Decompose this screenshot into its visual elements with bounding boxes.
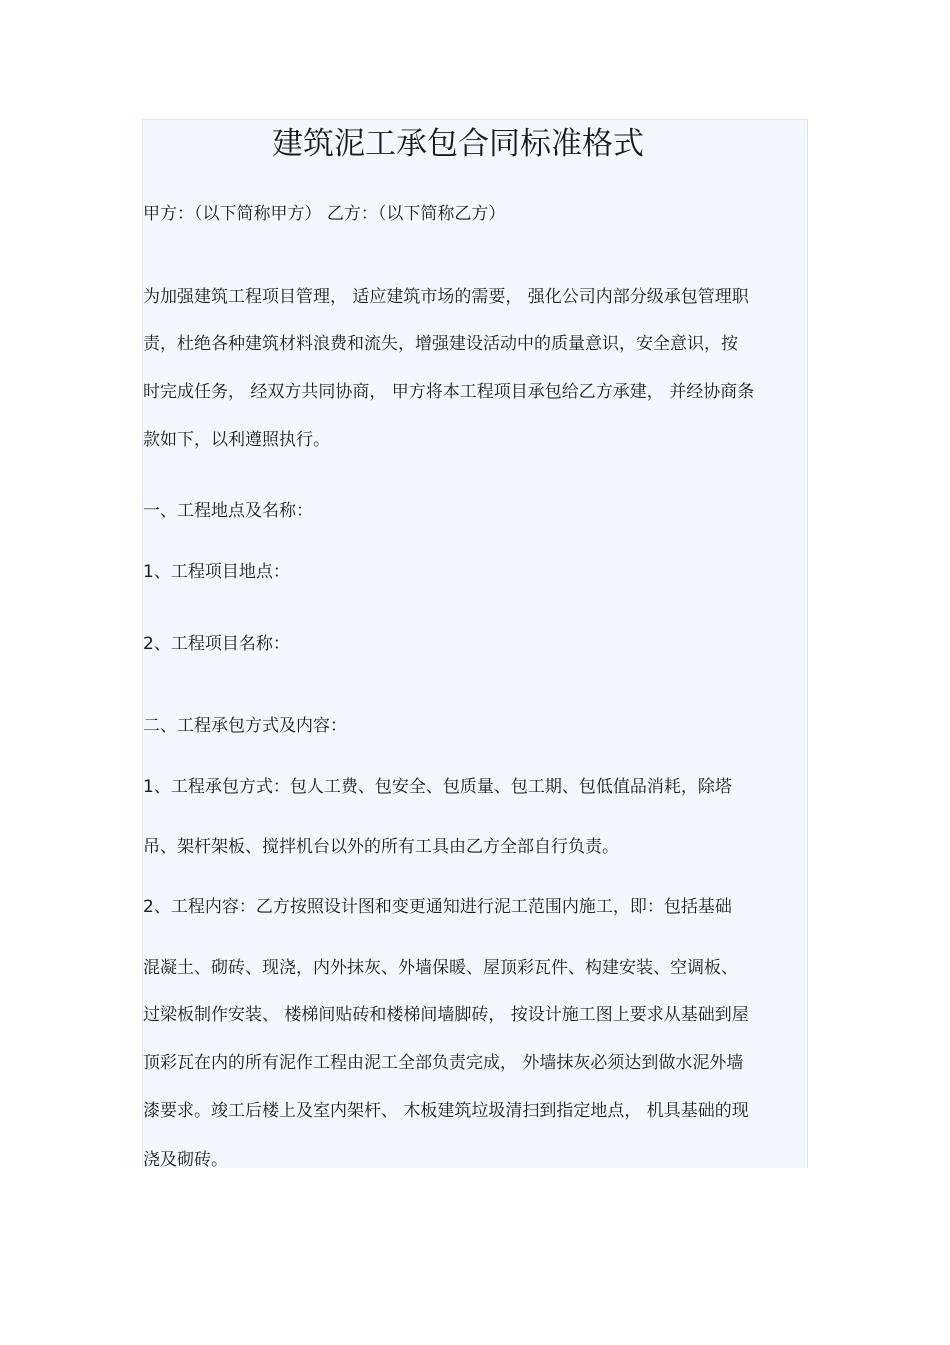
- list-item: 2、工程内容：乙方按照设计图和变更通知进行泥工范围内施工，即：包括基础: [143, 897, 732, 917]
- list-item: 2、工程项目名称：: [143, 634, 290, 654]
- paragraph-line: 漆要求。竣工后楼上及室内架杆、 木板建筑垃圾清扫到指定地点， 机具基础的现: [143, 1101, 749, 1121]
- paragraph-line: 责，杜绝各种建筑材料浪费和流失，增强建设活动中的质量意识，安全意识，按: [143, 334, 738, 354]
- list-item: 1、工程承包方式：包人工费、包安全、包质量、包工期、包低值品消耗，除塔: [143, 777, 732, 797]
- parties-line: 甲方：（以下简称甲方） 乙方：（以下简称乙方）: [143, 204, 506, 224]
- paragraph-line: 吊、架杆架板、搅拌机台以外的所有工具由乙方全部自行负责。: [143, 837, 619, 857]
- list-item: 1、工程项目地点：: [143, 562, 290, 582]
- paragraph-line: 时完成任务， 经双方共同协商， 甲方将本工程项目承包给乙方承建， 并经协商条: [143, 382, 755, 402]
- paragraph-line: 过梁板制作安装、 楼梯间贴砖和楼梯间墙脚砖， 按设计施工图上要求从基础到屋: [143, 1005, 749, 1025]
- paragraph-line: 混凝土、砌砖、现浇，内外抹灰、外墙保暖、屋顶彩瓦件、构建安装、空调板、: [143, 958, 738, 978]
- paragraph-line: 为加强建筑工程项目管理， 适应建筑市场的需要， 强化公司内部分级承包管理职: [143, 287, 749, 307]
- paragraph-line: 顶彩瓦在内的所有泥作工程由泥工全部负责完成， 外墙抹灰必须达到做水泥外墙: [143, 1053, 744, 1073]
- paragraph-line: 款如下，以利遵照执行。: [143, 430, 330, 450]
- document-title: 建筑泥工承包合同标准格式: [272, 126, 644, 162]
- section-heading: 二、工程承包方式及内容：: [143, 716, 347, 736]
- paragraph-line: 浇及砌砖。: [143, 1150, 228, 1170]
- section-heading: 一、工程地点及名称：: [143, 501, 313, 521]
